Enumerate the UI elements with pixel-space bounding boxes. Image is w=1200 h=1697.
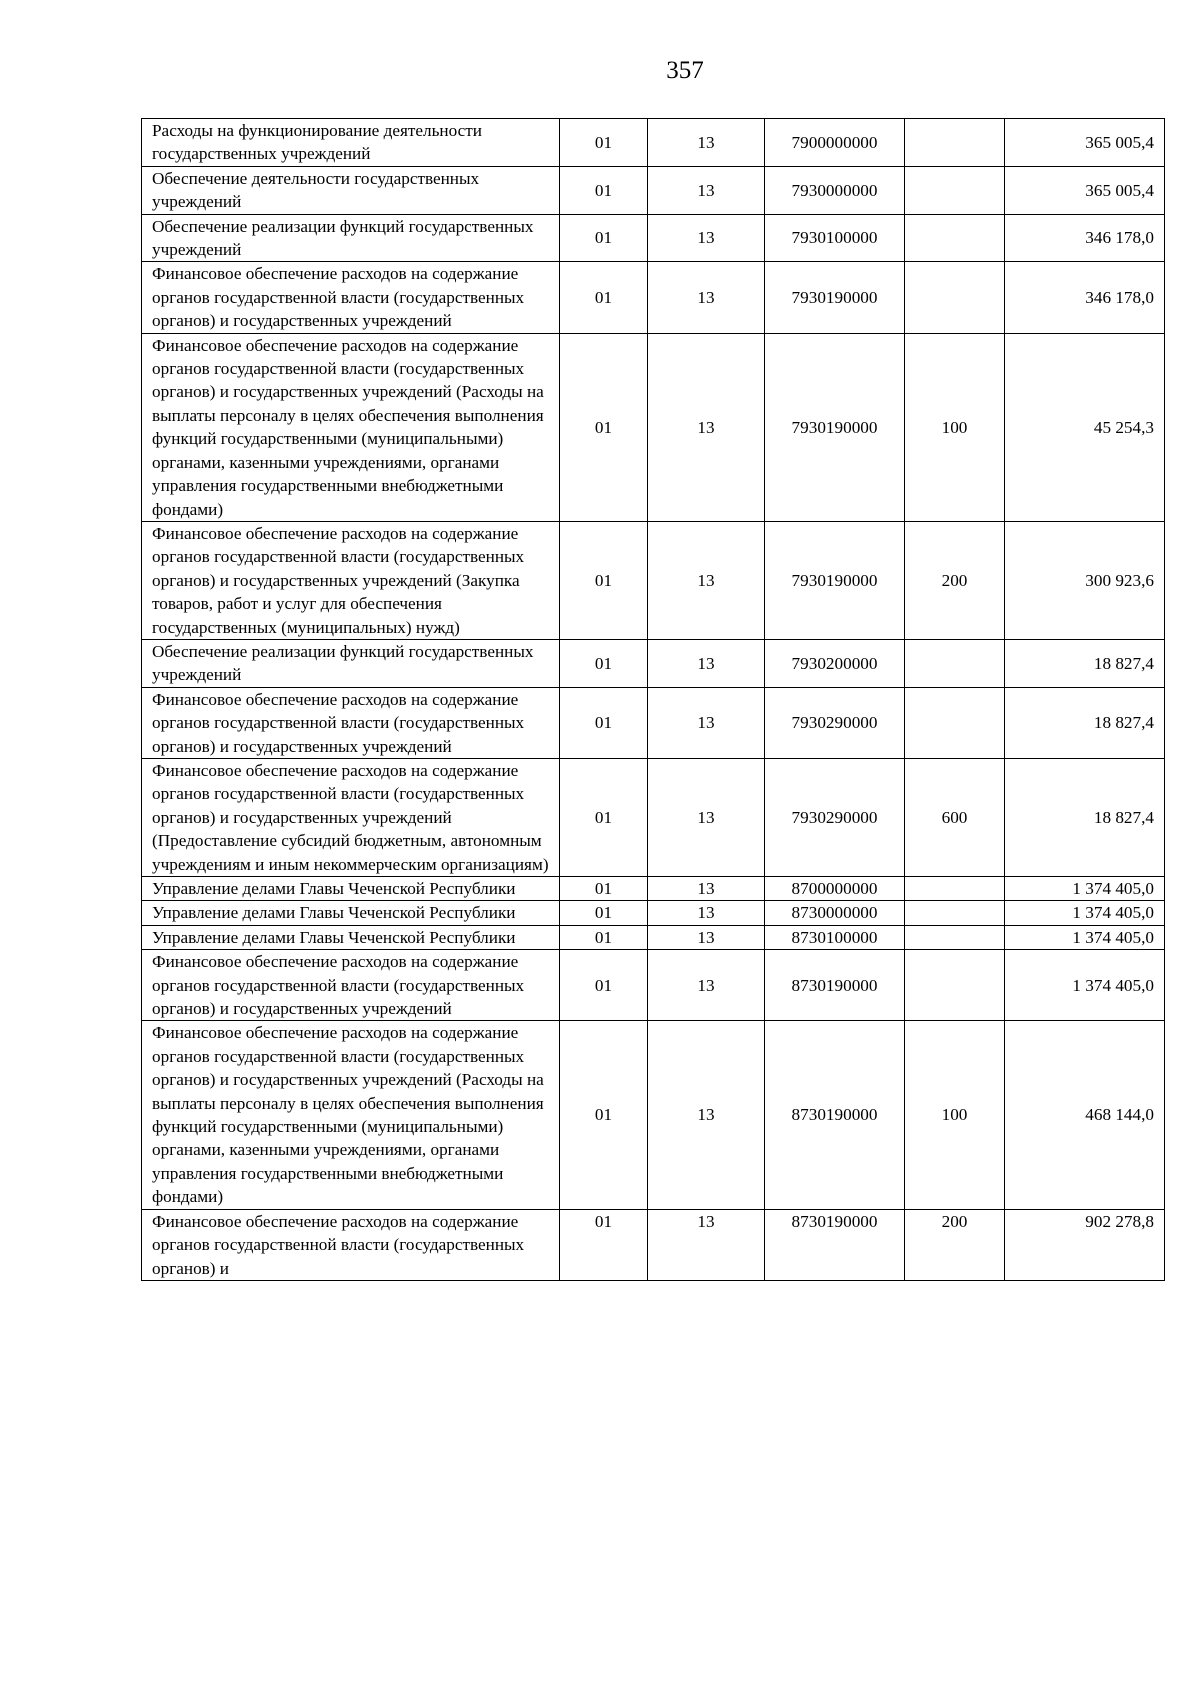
target-article-cell: 7900000000 bbox=[765, 119, 905, 167]
expense-type-cell bbox=[905, 262, 1005, 333]
target-article-cell: 8730190000 bbox=[765, 950, 905, 1021]
expense-name-cell: Управление делами Главы Чеченской Республики bbox=[142, 901, 560, 925]
table-row bbox=[142, 521, 1165, 639]
subsection-code-cell: 13 bbox=[648, 214, 765, 262]
subsection-code-cell: 13 bbox=[648, 119, 765, 167]
expense-type-cell bbox=[905, 119, 1005, 167]
amount-cell: 18 827,4 bbox=[1005, 758, 1165, 876]
subsection-code-cell: 13 bbox=[648, 262, 765, 333]
table-row bbox=[142, 687, 1165, 758]
expense-type-cell bbox=[905, 925, 1005, 949]
section-code-cell: 01 bbox=[560, 687, 648, 758]
page-number: 357 bbox=[666, 57, 704, 84]
section-code-cell: 01 bbox=[560, 925, 648, 949]
target-article-cell: 7930290000 bbox=[765, 687, 905, 758]
table-row bbox=[142, 925, 1165, 949]
subsection-code-cell: 13 bbox=[648, 333, 765, 521]
expense-name-cell: Обеспечение реализации функций государственных учреждений bbox=[142, 639, 560, 687]
expense-name-cell: Финансовое обеспечение расходов на содержание органов государственной власти (государственных органов) и государственных учреждений (Предоставление субсидий бюджетным, автономным учреждениям и иным некоммерческим организациям) bbox=[142, 758, 560, 876]
section-code-cell: 01 bbox=[560, 214, 648, 262]
target-article-cell: 7930200000 bbox=[765, 639, 905, 687]
expense-name-cell: Финансовое обеспечение расходов на содержание органов государственной власти (государственных органов) и государственных учреждений bbox=[142, 950, 560, 1021]
expense-type-cell bbox=[905, 639, 1005, 687]
amount-cell: 1 374 405,0 bbox=[1005, 950, 1165, 1021]
expense-name-cell: Финансовое обеспечение расходов на содержание органов государственной власти (государственных органов) и государственных учреждений (Расходы на выплаты персоналу в целях обеспечения выполнения функций государственными (муниципальными) органами, казенными учреждениями, органами управления государственными внебюджетными фондами) bbox=[142, 333, 560, 521]
budget-table bbox=[141, 118, 1165, 1281]
table-row bbox=[142, 262, 1165, 333]
section-code-cell: 01 bbox=[560, 758, 648, 876]
subsection-code-cell: 13 bbox=[648, 758, 765, 876]
expense-name-cell: Обеспечение деятельности государственных учреждений bbox=[142, 166, 560, 214]
subsection-code-cell: 13 bbox=[648, 687, 765, 758]
amount-cell: 346 178,0 bbox=[1005, 262, 1165, 333]
expense-name-cell: Финансовое обеспечение расходов на содержание органов государственной власти (государственных органов) и государственных учреждений bbox=[142, 687, 560, 758]
expense-type-cell: 200 bbox=[905, 521, 1005, 639]
expense-name-cell: Управление делами Главы Чеченской Республики bbox=[142, 877, 560, 901]
expense-name-cell: Обеспечение реализации функций государственных учреждений bbox=[142, 214, 560, 262]
amount-cell: 468 144,0 bbox=[1005, 1021, 1165, 1209]
amount-cell: 365 005,4 bbox=[1005, 119, 1165, 167]
section-code-cell: 01 bbox=[560, 950, 648, 1021]
table-row bbox=[142, 119, 1165, 167]
table-row bbox=[142, 214, 1165, 262]
section-code-cell: 01 bbox=[560, 639, 648, 687]
section-code-cell: 01 bbox=[560, 521, 648, 639]
target-article-cell: 7930290000 bbox=[765, 758, 905, 876]
section-code-cell: 01 bbox=[560, 119, 648, 167]
target-article-cell: 7930100000 bbox=[765, 214, 905, 262]
target-article-cell: 8730190000 bbox=[765, 1021, 905, 1209]
expense-name-cell: Финансовое обеспечение расходов на содержание органов государственной власти (государственных органов) и государственных учреждений (Расходы на выплаты персоналу в целях обеспечения выполнения функций государственными (муниципальными) органами, казенными учреждениями, органами управления государственными внебюджетными фондами) bbox=[142, 1021, 560, 1209]
amount-cell: 18 827,4 bbox=[1005, 639, 1165, 687]
table-row bbox=[142, 639, 1165, 687]
amount-cell: 300 923,6 bbox=[1005, 521, 1165, 639]
expense-name-cell: Финансовое обеспечение расходов на содержание органов государственной власти (государственных органов) и bbox=[142, 1209, 560, 1280]
section-code-cell: 01 bbox=[560, 1021, 648, 1209]
expense-name-cell: Расходы на функционирование деятельности государственных учреждений bbox=[142, 119, 560, 167]
target-article-cell: 7930000000 bbox=[765, 166, 905, 214]
subsection-code-cell: 13 bbox=[648, 950, 765, 1021]
subsection-code-cell: 13 bbox=[648, 1209, 765, 1280]
expense-type-cell bbox=[905, 877, 1005, 901]
target-article-cell: 8730100000 bbox=[765, 925, 905, 949]
expense-type-cell bbox=[905, 166, 1005, 214]
target-article-cell: 8730000000 bbox=[765, 901, 905, 925]
expense-type-cell bbox=[905, 687, 1005, 758]
target-article-cell: 8730190000 bbox=[765, 1209, 905, 1280]
amount-cell: 365 005,4 bbox=[1005, 166, 1165, 214]
table-row bbox=[142, 1021, 1165, 1209]
subsection-code-cell: 13 bbox=[648, 639, 765, 687]
table-row bbox=[142, 166, 1165, 214]
amount-cell: 1 374 405,0 bbox=[1005, 877, 1165, 901]
expense-type-cell: 200 bbox=[905, 1209, 1005, 1280]
expense-name-cell: Финансовое обеспечение расходов на содержание органов государственной власти (государственных органов) и государственных учреждений (Закупка товаров, работ и услуг для обеспечения государственных (муниципальных) нужд) bbox=[142, 521, 560, 639]
expense-type-cell: 100 bbox=[905, 1021, 1005, 1209]
table-row bbox=[142, 877, 1165, 901]
table-row bbox=[142, 901, 1165, 925]
amount-cell: 1 374 405,0 bbox=[1005, 901, 1165, 925]
table-row bbox=[142, 758, 1165, 876]
expense-type-cell: 100 bbox=[905, 333, 1005, 521]
expense-type-cell bbox=[905, 950, 1005, 1021]
expense-type-cell bbox=[905, 214, 1005, 262]
expense-type-cell bbox=[905, 901, 1005, 925]
target-article-cell: 7930190000 bbox=[765, 521, 905, 639]
target-article-cell: 7930190000 bbox=[765, 262, 905, 333]
target-article-cell: 8700000000 bbox=[765, 877, 905, 901]
target-article-cell: 7930190000 bbox=[765, 333, 905, 521]
expense-type-cell: 600 bbox=[905, 758, 1005, 876]
amount-cell: 1 374 405,0 bbox=[1005, 925, 1165, 949]
section-code-cell: 01 bbox=[560, 901, 648, 925]
section-code-cell: 01 bbox=[560, 262, 648, 333]
subsection-code-cell: 13 bbox=[648, 877, 765, 901]
amount-cell: 45 254,3 bbox=[1005, 333, 1165, 521]
subsection-code-cell: 13 bbox=[648, 521, 765, 639]
section-code-cell: 01 bbox=[560, 877, 648, 901]
table-row bbox=[142, 1209, 1165, 1280]
section-code-cell: 01 bbox=[560, 1209, 648, 1280]
table-row bbox=[142, 950, 1165, 1021]
table-row bbox=[142, 333, 1165, 521]
subsection-code-cell: 13 bbox=[648, 1021, 765, 1209]
subsection-code-cell: 13 bbox=[648, 166, 765, 214]
expense-name-cell: Финансовое обеспечение расходов на содержание органов государственной власти (государственных органов) и государственных учреждений bbox=[142, 262, 560, 333]
subsection-code-cell: 13 bbox=[648, 901, 765, 925]
section-code-cell: 01 bbox=[560, 333, 648, 521]
amount-cell: 902 278,8 bbox=[1005, 1209, 1165, 1280]
expense-name-cell: Управление делами Главы Чеченской Республики bbox=[142, 925, 560, 949]
amount-cell: 346 178,0 bbox=[1005, 214, 1165, 262]
amount-cell: 18 827,4 bbox=[1005, 687, 1165, 758]
section-code-cell: 01 bbox=[560, 166, 648, 214]
subsection-code-cell: 13 bbox=[648, 925, 765, 949]
